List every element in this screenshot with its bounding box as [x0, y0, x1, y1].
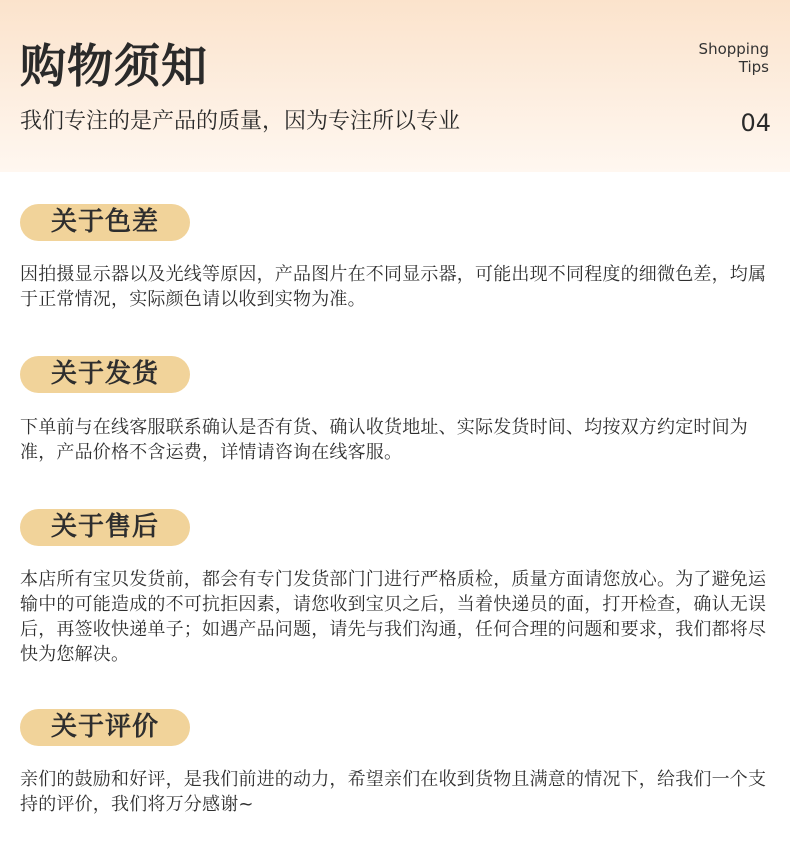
- page-title: 购物须知: [20, 39, 208, 93]
- section-text-after-sales: 本店所有宝贝发货前，都会有专门发货部门门进行严格质检，质量方面请您放心。为了避免运输中的可能造成的不可抗拒因素，请您收到宝贝之后，当着快递员的面，打开检查，确认无误后，再签收快递单子；如遇产品问题，请先与我们沟通，任何合理的问题和要求，我们都将尽快为您解决。: [20, 569, 767, 665]
- section-heading-color-difference: 关于色差: [20, 204, 190, 241]
- section-heading-reviews: 关于评价: [20, 709, 190, 746]
- english-tag: [649, 40, 769, 76]
- section-text-color-difference: 因拍摄显示器以及光线等原因，产品图片在不同显示器，可能出现不同程度的细微色差，均属于正常情况，实际颜色请以收到实物为准。: [20, 264, 767, 310]
- section-text-shipping: 下单前与在线客服联系确认是否有货、确认收货地址、实际发货时间、均按双方约定时间为准，产品价格不含运费，详情请咨询在线客服。: [20, 417, 748, 463]
- section-text-reviews: 亲们的鼓励和好评，是我们前进的动力，希望亲们在收到货物且满意的情况下，给我们一个支持的评价，我们将万分感谢~: [20, 769, 767, 815]
- english-tag-line2: Tips: [738, 58, 769, 76]
- english-tag-line1: Shopping: [698, 40, 769, 58]
- section-heading-after-sales: 关于售后: [20, 509, 190, 546]
- page-number: 04: [740, 109, 771, 137]
- section-heading-shipping: 关于发货: [20, 356, 190, 393]
- header-banner: [0, 0, 790, 172]
- page-subtitle: 我们专注的是产品的质量，因为专注所以专业: [20, 109, 461, 134]
